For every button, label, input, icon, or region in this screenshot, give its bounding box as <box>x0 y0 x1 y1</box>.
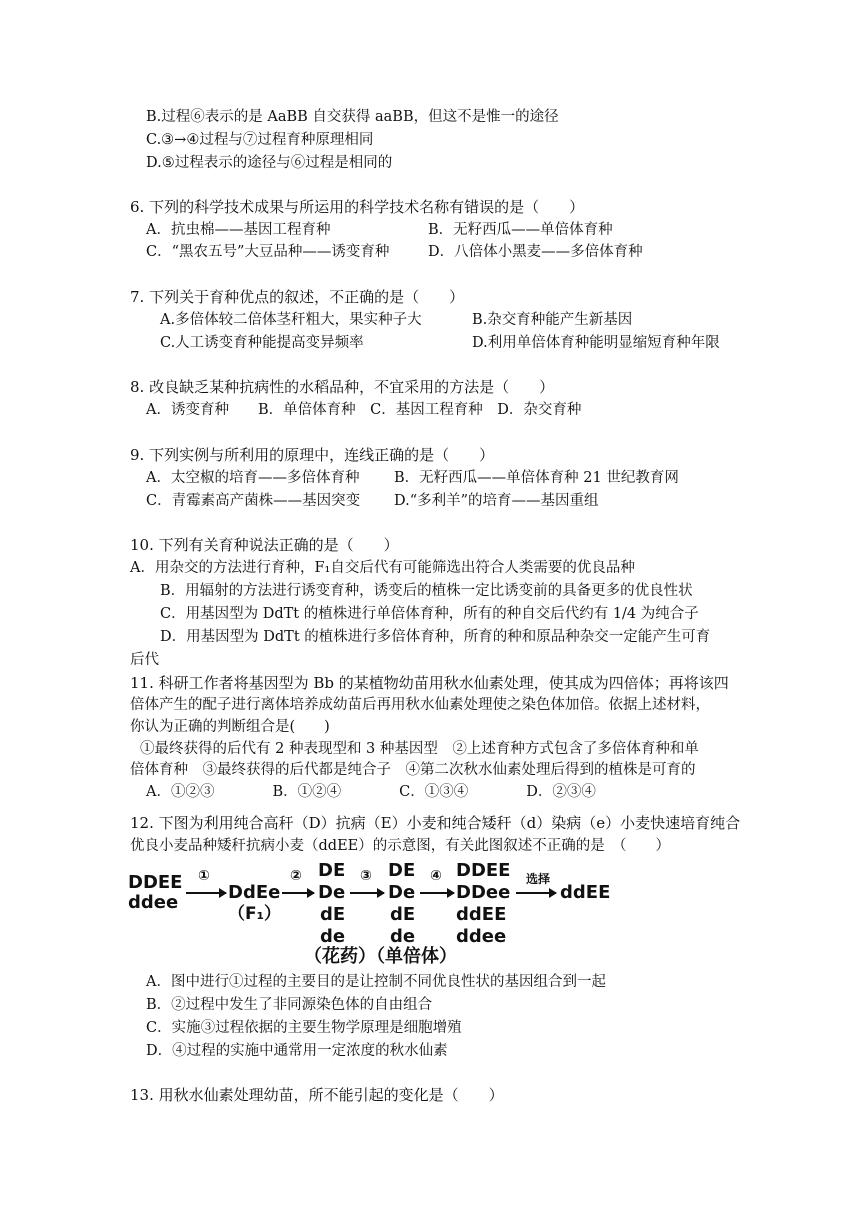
diploid-4: ddee <box>456 926 507 947</box>
statement-line: 倍体育种 ③最终获得的后代都是纯合子 ④第二次秋水仙素处理后得到的植株是可育的 <box>130 762 696 778</box>
diploid-2: DDee <box>456 882 511 903</box>
option-a: A．用杂交的方法进行育种，F₁自交后代有可能筛选出符合人类需要的优良品种 <box>130 560 635 576</box>
gamete-de-1: DE <box>318 860 346 881</box>
breeding-diagram <box>128 858 628 970</box>
step-2-label: ② <box>290 868 302 884</box>
option-b: B．无籽西瓜——单倍体育种 <box>428 222 613 238</box>
question-10: 10. 下列有关育种说法正确的是（ ） <box>130 536 399 554</box>
step-1-arrow <box>186 892 226 894</box>
question-8: 8. 改良缺乏某种抗病性的水稻品种，不宜采用的方法是（ ） <box>130 378 555 396</box>
option-d: D．用基因型为 DdTt 的植株进行多倍体育种，所育的种和原品种杂交一定能产生可育 <box>160 629 711 645</box>
step-4-label: ④ <box>430 868 442 884</box>
f1-label: （F₁） <box>228 904 282 924</box>
option-line: D.⑤过程表示的途径与⑥过程是相同的 <box>146 155 393 171</box>
result-genotype: ddEE <box>560 882 611 903</box>
option-b: B.杂交育种能产生新基因 <box>472 312 633 328</box>
haploid-de-1: DE <box>388 860 416 881</box>
option-a: A．抗虫棉——基因工程育种 <box>146 222 331 238</box>
step-2-arrow <box>282 892 314 894</box>
step-4-arrow <box>420 892 454 894</box>
option-a: A．太空椒的培育——多倍体育种 <box>146 470 360 486</box>
option-c: C．实施③过程依据的主要生物学原理是细胞增殖 <box>146 1020 462 1036</box>
option-d-continued: 后代 <box>130 652 159 668</box>
f1-genotype: DdEe <box>228 882 281 903</box>
option-c: C．用基因型为 DdTt 的植株进行单倍体育种，所有的种自交后代约有 1/4 为纯合子 <box>160 606 699 622</box>
option-d: D.“多利羊”的培育——基因重组 <box>394 493 599 509</box>
option-line: B.过程⑥表示的是 AaBB 自交获得 aaBB，但这不是惟一的途径 <box>146 109 559 125</box>
step-3-label: ③ <box>360 868 372 884</box>
option-c: C．“黑农五号”大豆品种——诱变育种 <box>146 244 390 260</box>
question-11: 11. 科研工作者将基因型为 Bb 的某植物幼苗用秋水仙素处理，使其成为四倍体；再将该四 <box>130 674 729 692</box>
gamete-de-2: De <box>318 882 346 903</box>
diploid-1: DDEE <box>456 860 511 881</box>
step-1-label: ① <box>198 868 210 884</box>
diagram-caption: （花药）（单倍体） <box>304 946 457 967</box>
gamete-de-4: de <box>320 926 346 947</box>
option-b: B．用辐射的方法进行诱变育种，诱变后的植株一定比诱变前的具备更多的优良性状 <box>160 583 693 599</box>
haploid-de-3: dE <box>390 904 416 925</box>
question-13: 13. 用秋水仙素处理幼苗，所不能引起的变化是（ ） <box>130 1086 504 1104</box>
option-d: D．八倍体小黑麦——多倍体育种 <box>428 244 643 260</box>
question-12: 12. 下图为利用纯合高秆（D）抗病（E）小麦和纯合矮秆（d）染病（e）小麦快速培育纯合 <box>130 814 741 832</box>
options-row: A．①②③ B．①②④ C．①③④ D．②③④ <box>146 784 596 800</box>
question-12-line2: 优良小麦品种矮秆抗病小麦（ddEE）的示意图，有关此图叙述不正确的是 （ ） <box>130 838 670 854</box>
question-9: 9. 下列实例与所利用的原理中，连线正确的是（ ） <box>130 446 495 464</box>
diploid-3: ddEE <box>456 904 507 925</box>
parent-ddee-upper: DDEE <box>128 872 183 893</box>
step-3-arrow <box>350 892 384 894</box>
parent-ddee-lower: ddee <box>128 892 179 913</box>
option-a: A．图中进行①过程的主要目的是让控制不同优良性状的基因组合到一起 <box>146 974 606 990</box>
question-6: 6. 下列的科学技术成果与所运用的科学技术名称有错误的是（ ） <box>130 198 585 216</box>
option-d: D．④过程的实施中通常用一定浓度的秋水仙素 <box>146 1043 448 1059</box>
gamete-de-3: dE <box>320 904 346 925</box>
statement-line: ①最终获得的后代有 2 种表现型和 3 种基因型 ②上述育种方式包含了多倍体育种和单 <box>140 741 699 757</box>
haploid-de-2: De <box>388 882 416 903</box>
haploid-de-4: de <box>390 926 416 947</box>
option-b: B．无籽西瓜——单倍体育种 21 世纪教育网 <box>394 470 679 486</box>
option-c: C.人工诱变育种能提高变异频率 <box>160 335 364 351</box>
option-d: D.利用单倍体育种能明显缩短育种年限 <box>472 335 720 351</box>
question-11-line2: 倍体产生的配子进行离体培养成幼苗后再用秋水仙素处理使之染色体加倍。依据上述材料， <box>130 697 710 713</box>
select-label: 选择 <box>526 872 551 886</box>
option-c: C．青霉素高产菌株——基因突变 <box>146 493 361 509</box>
question-7: 7. 下列关于育种优点的叙述，不正确的是（ ） <box>130 288 465 306</box>
option-line: C.③→④过程与⑦过程育种原理相同 <box>146 132 374 148</box>
question-11-line3: 你认为正确的判断组合是( ) <box>130 719 330 735</box>
options-row: A．诱变育种 B．单倍体育种 C．基因工程育种 D．杂交育种 <box>146 402 582 418</box>
option-b: B．②过程中发生了非同源染色体的自由组合 <box>146 997 433 1013</box>
select-arrow <box>516 892 556 894</box>
option-a: A.多倍体较二倍体茎秆粗大，果实种子大 <box>160 312 422 328</box>
